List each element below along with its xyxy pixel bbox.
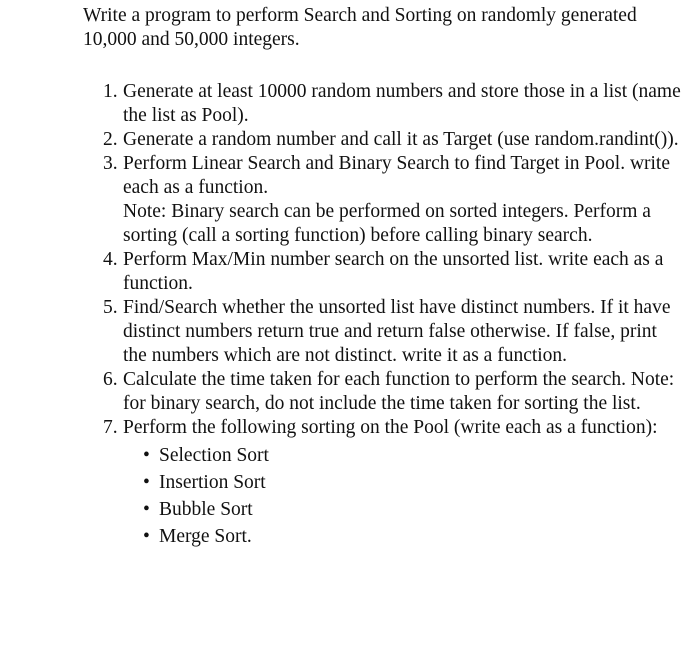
bullet-icon: •: [143, 499, 150, 520]
task-text: Perform Linear Search and Binary Search to find Target in Pool. write each as a function.: [123, 153, 671, 198]
document: [83, 4, 683, 550]
task-item-1: [83, 80, 683, 128]
task-text: Find/Search whether the unsorted list have distinct numbers. If it have distinct numbers return true and return false otherwise. If false, print the numbers which are not distinct. write it as a function.: [123, 297, 671, 366]
sort-label: Selection Sort: [159, 445, 269, 466]
task-item-6: [83, 368, 683, 416]
task-text: Generate at least 10000 random numbers and store those in a list (name the list as Pool).: [123, 81, 681, 126]
task-item-3: [83, 152, 683, 248]
sort-label: Insertion Sort: [159, 472, 266, 493]
bullet-icon: •: [143, 445, 150, 466]
task-item-5: [83, 296, 683, 368]
intro-paragraph: Write a program to perform Search and Sorting on randomly generated 10,000 and 50,000 integers.: [83, 5, 637, 50]
sort-item-merge: [123, 523, 683, 550]
sort-label: Bubble Sort: [159, 499, 253, 520]
sort-item-bubble: [123, 496, 683, 523]
task-number: 6.: [103, 369, 118, 390]
task-number: 3.: [103, 153, 118, 174]
task-note: Note: Binary search can be performed on sorted integers. Perform a sorting (call a sorting function) before calling binary search.: [123, 201, 651, 246]
task-number: 2.: [103, 129, 118, 150]
sort-item-selection: [123, 442, 683, 469]
sort-label: Merge Sort.: [159, 526, 252, 547]
task-text: Calculate the time taken for each function to perform the search. Note: for binary search, do not include the time taken for sorting the list.: [123, 369, 675, 414]
sort-list: [123, 442, 683, 550]
task-text: Perform Max/Min number search on the unsorted list. write each as a function.: [123, 249, 664, 294]
task-number: 5.: [103, 297, 118, 318]
bullet-icon: •: [143, 472, 150, 493]
sort-item-insertion: [123, 469, 683, 496]
task-number: 7.: [103, 417, 118, 438]
task-text: Generate a random number and call it as Target (use random.randint()).: [123, 129, 679, 150]
task-number: 1.: [103, 81, 118, 102]
task-item-4: [83, 248, 683, 296]
task-item-2: [83, 128, 683, 152]
task-number: 4.: [103, 249, 118, 270]
task-item-7: [83, 416, 683, 550]
task-list: [83, 80, 683, 550]
task-text: Perform the following sorting on the Pool (write each as a function):: [123, 417, 658, 438]
bullet-icon: •: [143, 526, 150, 547]
